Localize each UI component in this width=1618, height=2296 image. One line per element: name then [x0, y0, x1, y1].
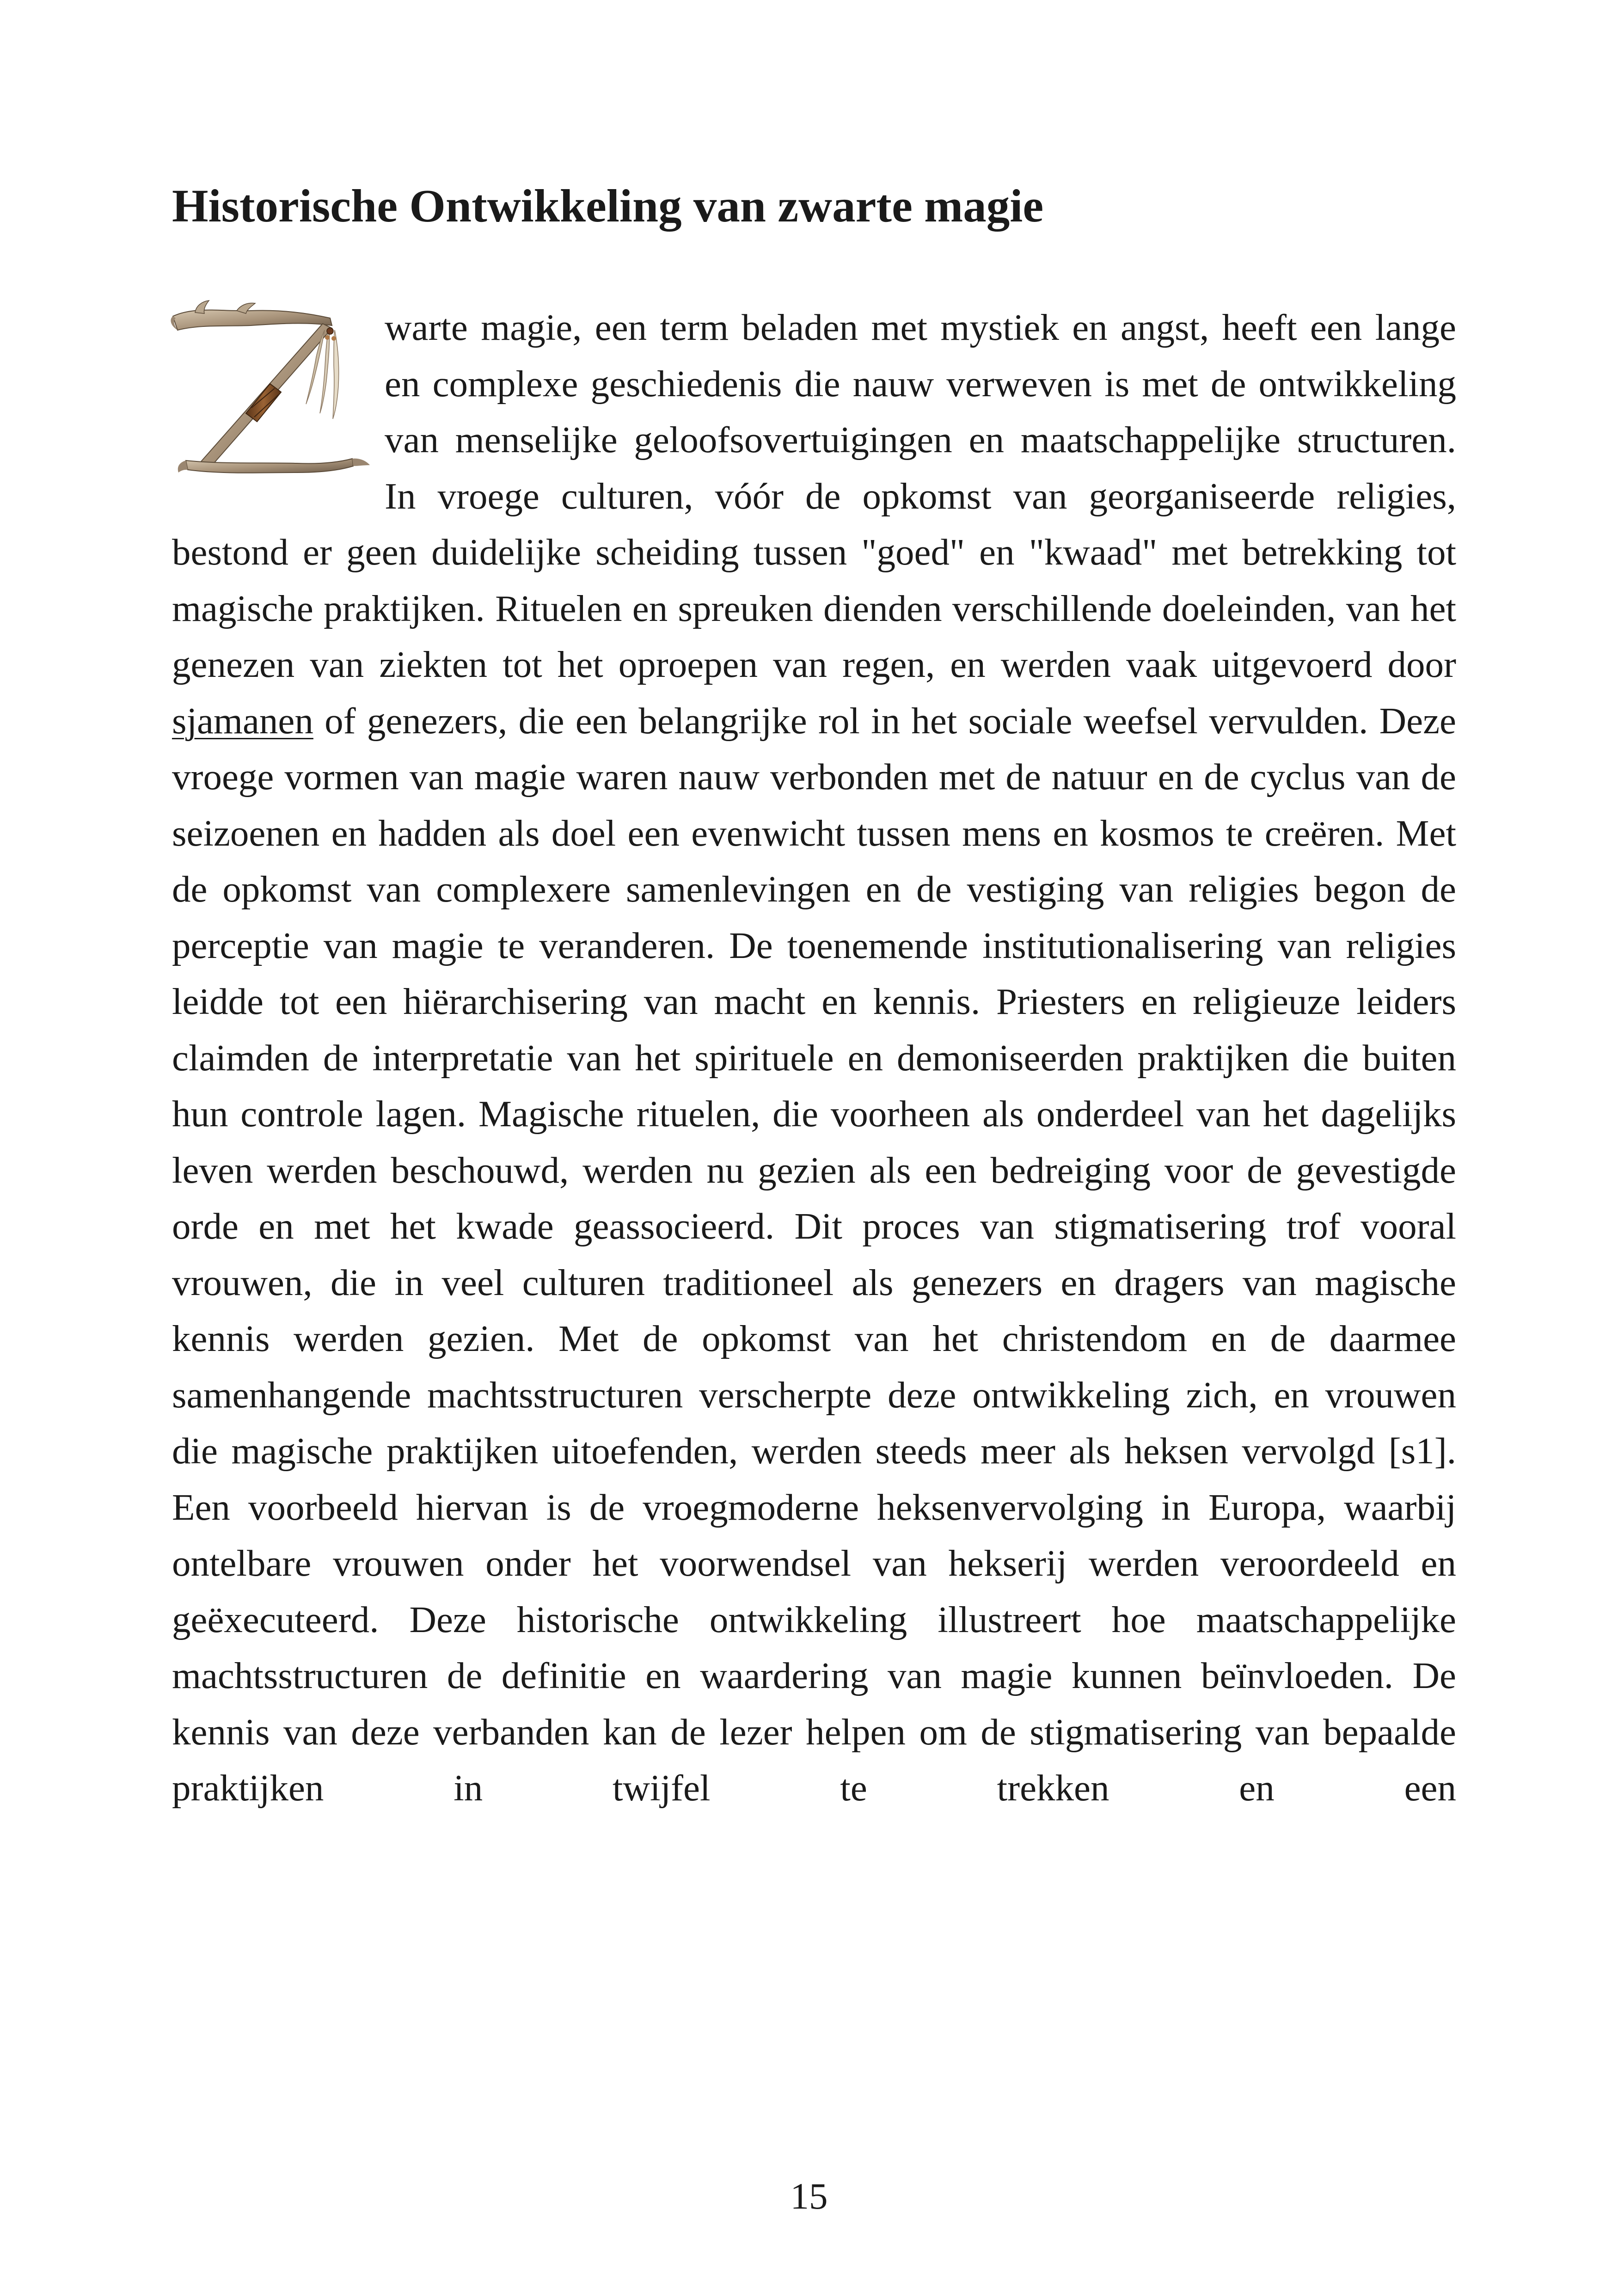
paragraph-text-start: warte magie, een term beladen met mystiek en angst, heeft een lange en complexe geschiedenis die nauw verweven is met de ontwikkeling van menselijke geloofsovertuigingen en maatschappelijke structuren. In vroege culturen, vóór de opkomst van georganiseerde religies, bestond er geen duidelijke scheiding tussen "goed" en "kwaad" met betrekking tot magische praktijken. Rituelen en spreuken dienden verschillende doeleinden, van het genezen van ziekten tot het oproepen van regen, en werden vaak uitgevoerd door — [172, 307, 1456, 685]
sjamanen-link[interactable]: sjamanen — [172, 700, 313, 742]
page-title: Historische Ontwikkeling van zwarte magie — [172, 180, 1044, 232]
paragraph-text-end: of genezers, die een belangrijke rol in het sociale weefsel vervulden. Deze vroege vormen van magie waren nauw verbonden met de natuur en de cyclus van de seizoenen en hadden als doel een evenwicht tussen mens en kosmos te creëren. Met de opkomst van complexere samenlevingen en de vestiging van religies begon de perceptie van magie te veranderen. De toenemende institutionalisering van religies leidde tot een hiërarchisering van macht en kennis. Priesters en religieuze leiders claimden de interpretatie van het spirituele en demoniseerden praktijken die buiten hun controle lagen. Magische rituelen, die voorheen als onderdeel van het dagelijks leven werden beschouwd, werden nu gezien als een bedreiging voor de gevestigde orde en met het kwade geassocieerd. Dit proces van stigmatisering trof vooral vrouwen, die in veel culturen traditioneel als genezers en dragers van magische kennis werden gezien. Met de opkomst van het christendom en de daarmee samenhangende machtsstructuren verscherpte deze ontwikkeling zich, en vrouwen die magische praktijken uitoefenden, werden steeds meer als heksen vervolgd [s1]. Een voorbeeld hiervan is de vroegmoderne heksenvervolging in Europa, waarbij ontelbare vrouwen onder het voorwendsel van hekserij werden veroordeeld en geëxecuteerd. Deze historische ontwikkeling illustreert hoe maatschappelijke machtsstructuren de definitie en waardering van magie kunnen beïnvloeden. De kennis van deze verbanden kan de lezer helpen om de stigmatisering van bepaalde praktijken in twijfel te trekken en een — [172, 700, 1456, 1809]
page-number: 15 — [790, 2175, 828, 2217]
dropcap-z-icon — [167, 298, 375, 502]
body-paragraph — [172, 300, 1456, 1817]
